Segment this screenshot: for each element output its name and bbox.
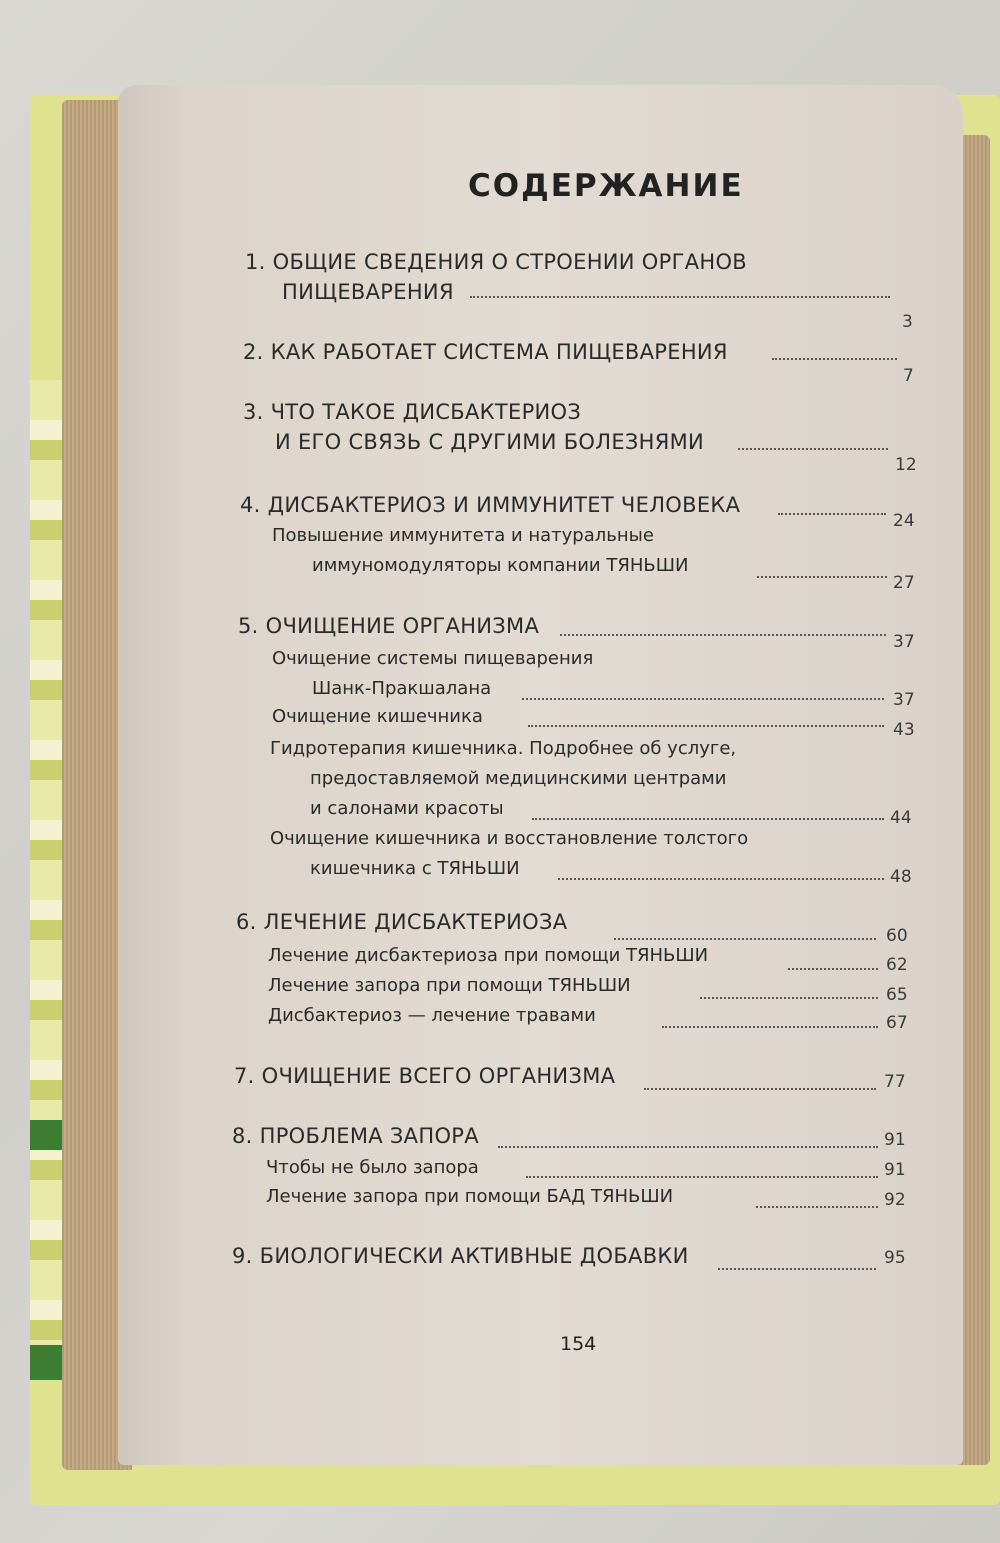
toc-entry-1-line2: ПИЩЕВАРЕНИЯ	[282, 280, 454, 304]
toc-dots	[700, 997, 878, 999]
toc-subentry-6-2-line1: Лечение запора при помощи ТЯНЬШИ	[268, 975, 631, 996]
toc-subentry-4-1-line2: иммуномодуляторы компании ТЯНЬШИ	[312, 555, 689, 576]
toc-entry-8-page: 91	[884, 1130, 906, 1150]
toc-subentry-8-2-page: 92	[884, 1190, 906, 1210]
toc-dots	[498, 1146, 878, 1148]
toc-dots	[560, 634, 886, 636]
toc-subentry-6-3-page: 67	[886, 1013, 908, 1033]
toc-entry-1-line1: 1. ОБЩИЕ СВЕДЕНИЯ О СТРОЕНИИ ОРГАНОВ	[245, 250, 747, 274]
toc-subentry-8-1-line1: Чтобы не было запора	[266, 1157, 479, 1178]
toc-entry-8-line1: 8. ПРОБЛЕМА ЗАПОРА	[232, 1124, 479, 1148]
toc-dots	[778, 513, 886, 515]
toc-dots	[757, 576, 887, 578]
toc-subentry-6-2-page: 65	[886, 985, 908, 1005]
toc-subentry-4-1-page: 27	[893, 573, 915, 593]
toc-dots	[526, 1176, 878, 1178]
toc-subentry-6-1-line1: Лечение дисбактериоза при помощи ТЯНЬШИ	[268, 945, 709, 966]
toc-dots	[614, 938, 876, 940]
toc-dots	[756, 1206, 878, 1208]
toc-entry-2-line1: 2. КАК РАБОТАЕТ СИСТЕМА ПИЩЕВАРЕНИЯ	[243, 340, 728, 364]
toc-entry-9-line1: 9. БИОЛОГИЧЕСКИ АКТИВНЫЕ ДОБАВКИ	[232, 1244, 689, 1268]
toc-subentry-5-3-page: 44	[890, 808, 912, 828]
toc-subentry-8-1-page: 91	[884, 1160, 906, 1180]
toc-subentry-6-1-page: 62	[886, 955, 908, 975]
toc-subentry-5-2-page: 43	[893, 720, 915, 740]
toc-entry-6-page: 60	[886, 926, 908, 946]
toc-subentry-5-3-line3: и салонами красоты	[310, 798, 504, 819]
toc-dots	[662, 1026, 878, 1028]
toc-dots	[470, 296, 890, 298]
toc-entry-5-line1: 5. ОЧИЩЕНИЕ ОРГАНИЗМА	[238, 614, 540, 638]
page-number: 154	[560, 1333, 597, 1355]
toc-subentry-5-1-line2: Шанк-Пракшалана	[312, 678, 492, 699]
toc-entry-2-page: 7	[903, 366, 914, 386]
toc-subentry-5-1-page: 37	[893, 690, 915, 710]
toc-dots	[532, 818, 884, 820]
toc-subentry-5-1-line1: Очищение системы пищеварения	[272, 648, 594, 669]
toc-subentry-5-4-line1: Очищение кишечника и восстановление толстого	[270, 828, 749, 849]
toc-entry-5-page: 37	[893, 632, 915, 652]
toc-entry-9-page: 95	[884, 1248, 906, 1268]
toc-dots	[528, 725, 884, 727]
toc-dots	[788, 968, 878, 970]
toc-dots	[644, 1088, 876, 1090]
toc-subentry-5-2-line1: Очищение кишечника	[272, 706, 483, 727]
toc-subentry-5-3-line2: предоставляемой медицинскими центрами	[310, 768, 727, 789]
toc-entry-1-page: 3	[902, 312, 913, 332]
toc-dots	[738, 448, 888, 450]
toc-entry-7-page: 77	[884, 1072, 906, 1092]
toc-subentry-5-4-line2: кишечника с ТЯНЬШИ	[310, 858, 520, 879]
page-title: СОДЕРЖАНИЕ	[468, 168, 744, 204]
toc-entry-3-page: 12	[895, 455, 917, 475]
toc-subentry-5-3-line1: Гидротерапия кишечника. Подробнее об услуге,	[270, 738, 737, 759]
toc-entry-3-line2: И ЕГО СВЯЗЬ С ДРУГИМИ БОЛЕЗНЯМИ	[275, 430, 705, 454]
toc-dots	[558, 878, 884, 880]
toc-dots	[718, 1268, 876, 1270]
toc-subentry-6-3-line1: Дисбактериоз — лечение травами	[268, 1005, 596, 1026]
toc-subentry-8-2-line1: Лечение запора при помощи БАД ТЯНЬШИ	[266, 1186, 674, 1207]
toc-entry-3-line1: 3. ЧТО ТАКОЕ ДИСБАКТЕРИОЗ	[243, 400, 582, 424]
toc-dots	[522, 698, 884, 700]
toc-subentry-5-4-page: 48	[890, 867, 912, 887]
toc-entry-4-line1: 4. ДИСБАКТЕРИОЗ И ИММУНИТЕТ ЧЕЛОВЕКА	[240, 493, 741, 517]
toc-entry-4-page: 24	[893, 511, 915, 531]
toc-entry-7-line1: 7. ОЧИЩЕНИЕ ВСЕГО ОРГАНИЗМА	[234, 1064, 616, 1088]
toc-entry-6-line1: 6. ЛЕЧЕНИЕ ДИСБАКТЕРИОЗА	[236, 910, 568, 934]
toc-subentry-4-1-line1: Повышение иммунитета и натуральные	[272, 525, 654, 546]
toc-dots	[772, 358, 897, 360]
